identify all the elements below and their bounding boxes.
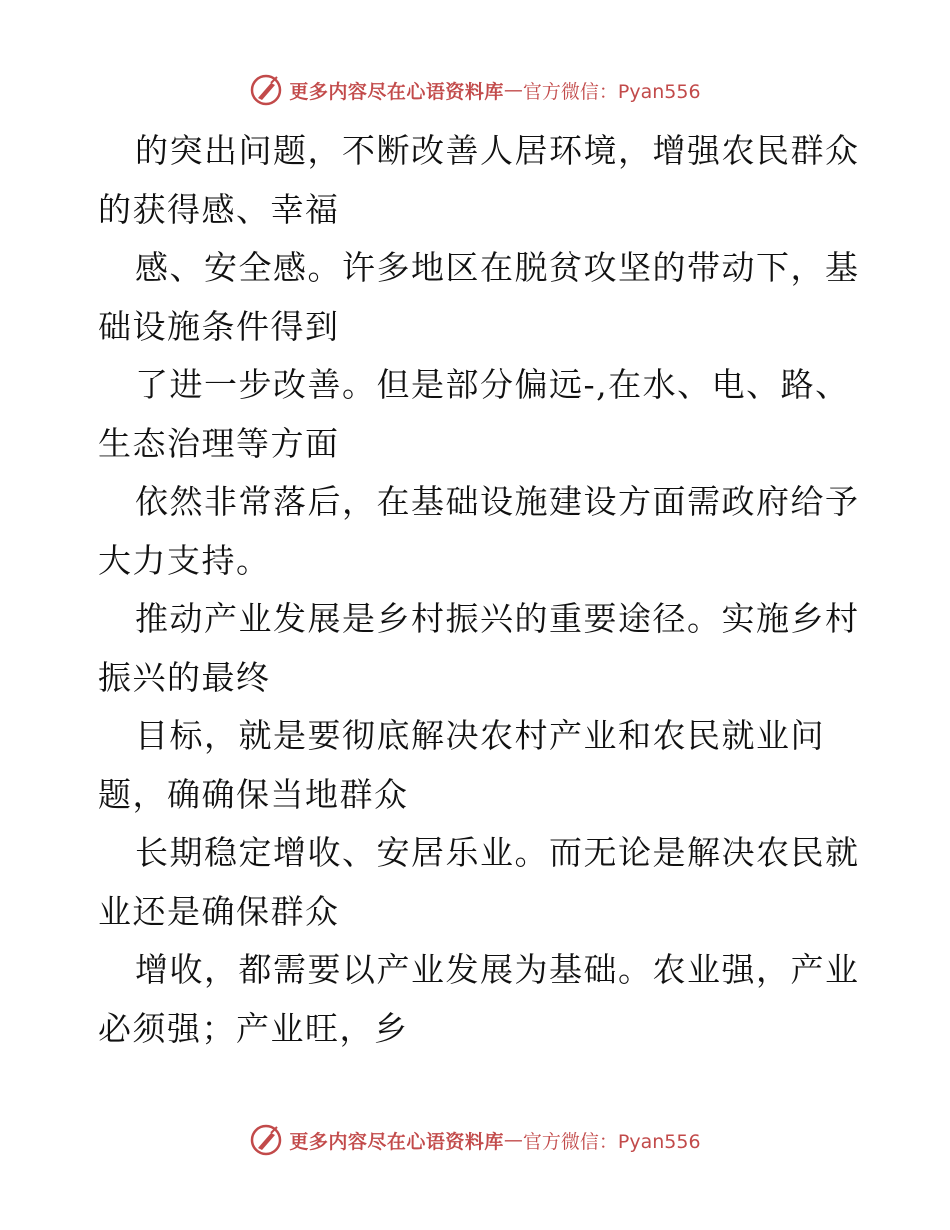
quill-logo-icon	[249, 73, 283, 107]
header-wechat: 官方微信：Pyan556	[522, 80, 701, 103]
text-line: 依然非常落后，在基础设施建设方面需政府给予	[135, 482, 860, 521]
text-line: 必须强；产业旺，乡	[98, 1008, 409, 1048]
text-line: 大力支持。	[98, 540, 271, 580]
text-line: 的获得感、幸福	[98, 189, 340, 229]
text-line: 础设施条件得到	[98, 306, 340, 346]
header-separator: —	[503, 79, 523, 101]
footer-brand: 更多内容尽在心语资料库	[289, 1130, 504, 1153]
quill-logo-icon	[249, 1123, 283, 1157]
footer-wechat: 官方微信：Pyan556	[522, 1130, 701, 1153]
header-brand: 更多内容尽在心语资料库	[289, 80, 504, 103]
text-line: 增收，都需要以产业发展为基础。农业强，产业	[135, 950, 860, 989]
text-line: 目标，就是要彻底解决农村产业和农民就业问	[135, 716, 825, 755]
text-line: 振兴的最终	[98, 657, 271, 697]
text-line: 长期稳定增收、安居乐业。而无论是解决农民就	[135, 833, 860, 872]
text-line: 感、安全感。许多地区在脱贫攻坚的带动下，基	[135, 248, 860, 287]
text-line: 生态治理等方面	[98, 423, 340, 463]
text-line: 推动产业发展是乡村振兴的重要途径。实施乡村	[135, 599, 860, 638]
text-line: 的突出问题，不断改善人居环境，增强农民群众	[135, 131, 860, 170]
footer-banner	[0, 1120, 950, 1160]
document-body	[98, 122, 858, 1058]
text-line: 业还是确保群众	[98, 891, 340, 931]
text-line: 了进一步改善。但是部分偏远-,在水、电、路、	[135, 365, 850, 404]
text-line: 题，确确保当地群众	[98, 774, 409, 814]
footer-separator: —	[503, 1129, 523, 1151]
header-banner	[0, 70, 950, 110]
